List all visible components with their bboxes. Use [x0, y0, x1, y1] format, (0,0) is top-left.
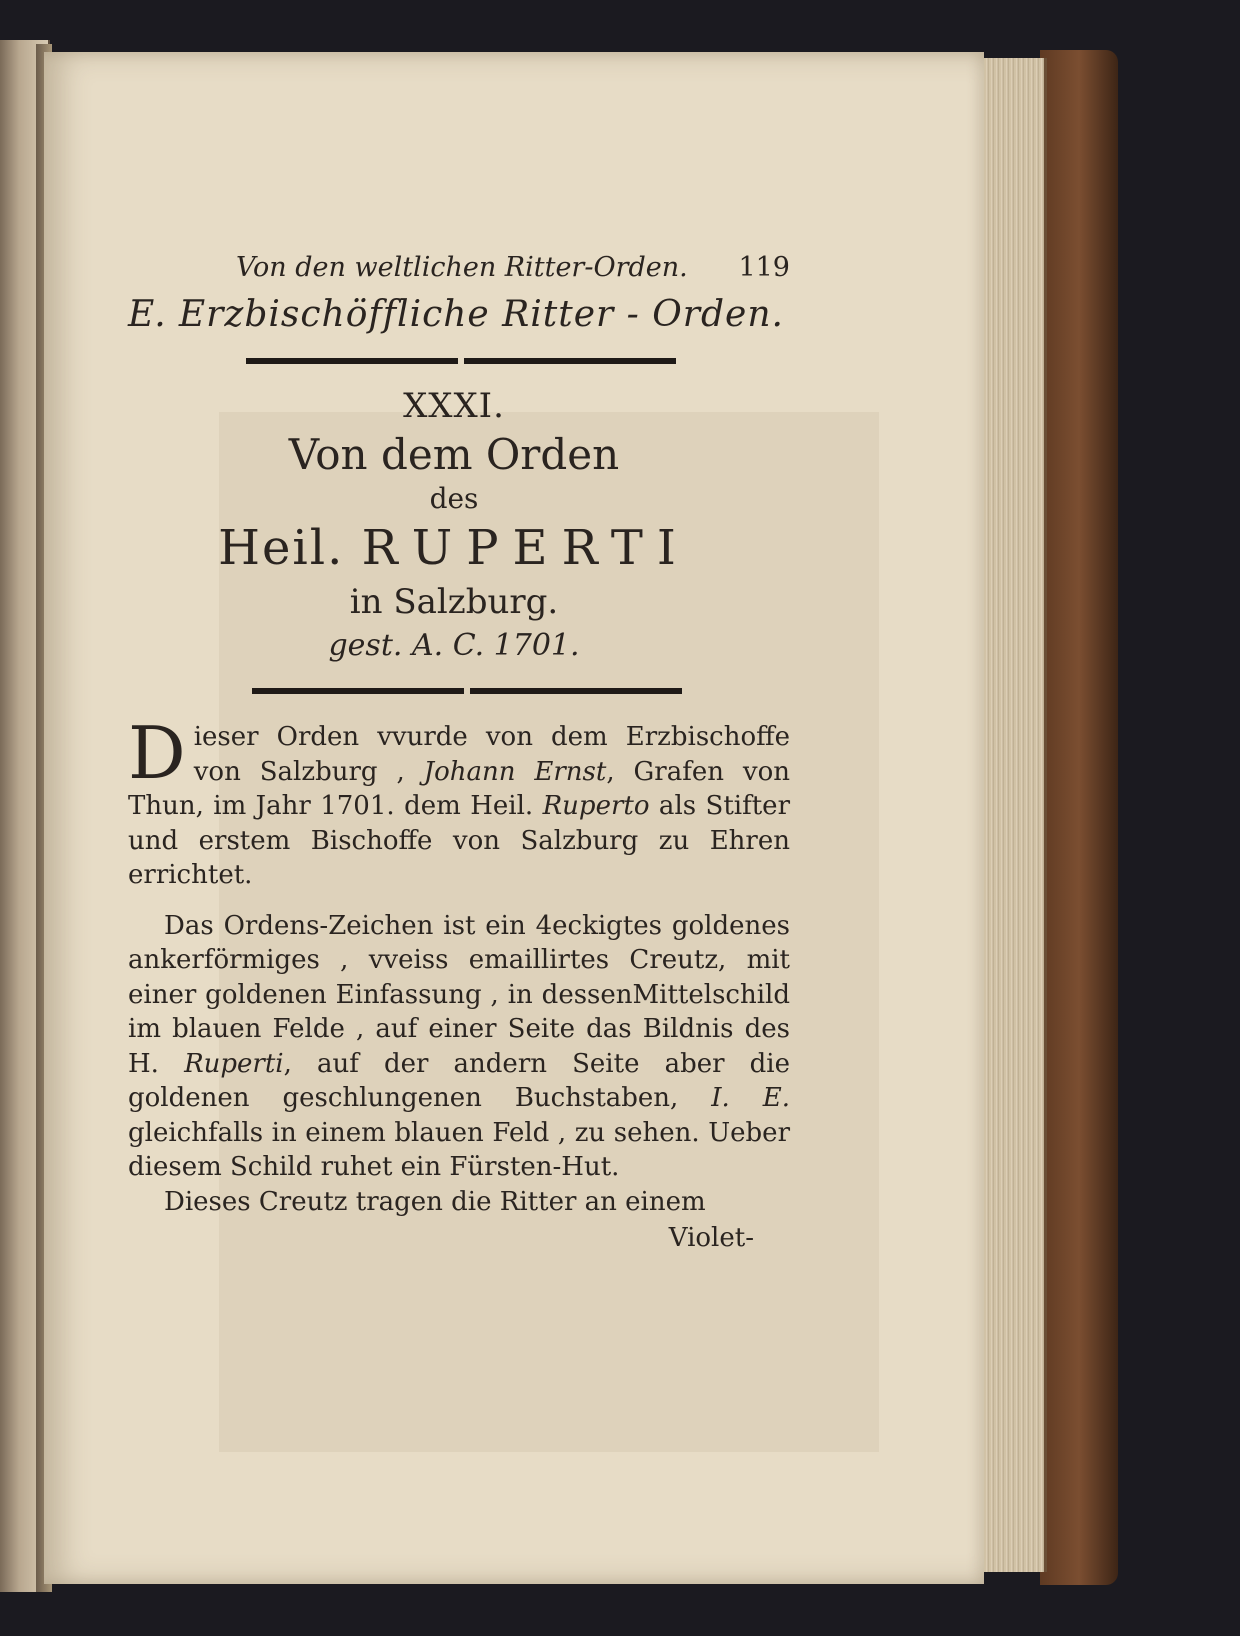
chapter-title-line1: Von dem Orden: [288, 430, 620, 479]
paragraph-2-letters: I. E.: [711, 1083, 790, 1113]
page-block-edge: [980, 58, 1047, 1572]
running-head-title: Von den weltlichen Ritter-Orden.: [236, 252, 688, 283]
chapter-founded: gest. A. C. 1701.: [328, 628, 580, 663]
paragraph-1-saint: Ruperto: [542, 791, 650, 821]
section-title: Erzbischöffliche Ritter - Orden.: [178, 294, 784, 335]
rule-segment: [470, 688, 682, 694]
chapter-name: RUPERTI: [361, 520, 690, 576]
paragraph-2-saint: Ruperti: [184, 1048, 284, 1079]
rule-segment: [464, 358, 676, 364]
section-letter: E.: [128, 294, 166, 335]
chapter-title-line2: des: [429, 482, 479, 515]
paragraph-2-part2: , auf der andern Seite aber die goldenen geschlungenen Buchstaben,: [128, 1048, 790, 1113]
page-content: [128, 248, 790, 1256]
page-number: 119: [738, 252, 790, 283]
chapter-title-heil-line: [118, 520, 790, 582]
body-text: [128, 711, 790, 1256]
chapter-title-block: [118, 386, 790, 670]
double-rule-bottom: [252, 688, 684, 696]
paragraph-1-name: Johann Ernst: [423, 756, 607, 787]
chapter-heil: Heil.: [218, 520, 345, 576]
paragraph-1: [128, 711, 790, 893]
section-heading: [128, 288, 790, 346]
paragraph-1-part3: als Stifter und erstem Bischoffe von Salzburg zu Ehren errichtet.: [128, 791, 790, 890]
paragraph-1-part2: , Grafen von Thun, im Jahr 1701. dem Heil.: [128, 756, 790, 821]
paragraph-1-part1: ieser Orden vvurde von dem Erzbischoffe von Salzburg ,: [193, 722, 790, 787]
paragraph-2-part3: gleichfalls in einem blauen Feld , zu sehen. Ueber diesem Schild ruhet ein Fürsten-Hut.: [128, 1117, 790, 1182]
running-head: [128, 248, 790, 288]
drop-cap: D: [128, 711, 186, 795]
rule-segment: [252, 688, 464, 694]
book-cover-edge: [1040, 50, 1118, 1585]
chapter-number: XXXI.: [403, 386, 505, 426]
paragraph-3: Dieses Creutz tragen die Ritter an einem: [164, 1186, 706, 1217]
paragraph-2: [128, 909, 790, 1185]
rule-segment: [246, 358, 458, 364]
double-rule-top: [246, 358, 678, 366]
paragraph-2-part1: Das Ordens-Zeichen ist ein 4eckigtes goldenes ankerförmiges , vveiss emaillirtes Creutz, mit einer goldenen Einfassung , in dessenMittelschild im blauen Felde , auf einer Seite das Bildnis des H.: [128, 910, 790, 1079]
catchword: Violet-: [668, 1223, 754, 1253]
chapter-place: in Salzburg.: [349, 582, 559, 622]
